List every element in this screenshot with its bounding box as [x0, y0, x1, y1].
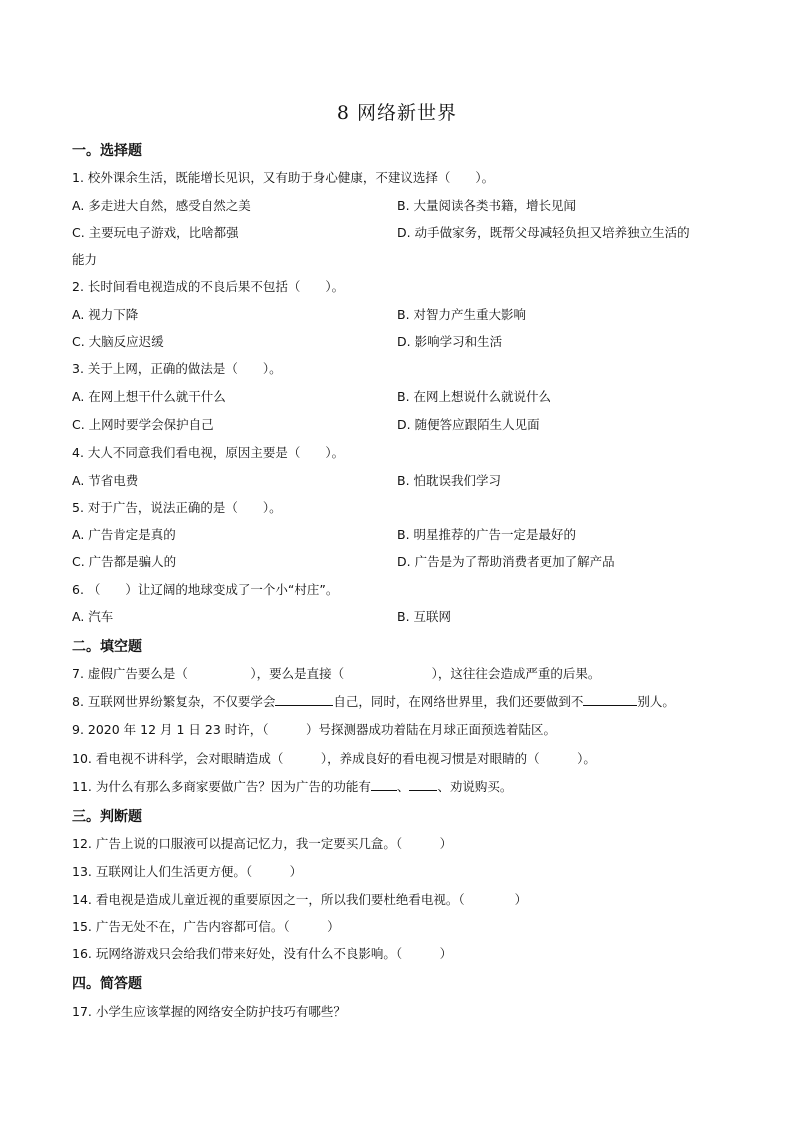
- q11-part-3: 、劝说购买。: [437, 779, 513, 794]
- section-fill-heading: 二。填空题: [72, 639, 142, 655]
- q3-option-d: D. 随便答应跟陌生人见面: [397, 417, 540, 432]
- q11-part-2: 、: [396, 779, 410, 794]
- q1-option-c: C. 主要玩电子游戏，比啥都强: [72, 225, 239, 240]
- section-choice-heading: 一。选择题: [72, 143, 142, 159]
- q1-option-d: D. 动手做家务，既帮父母减轻负担又培养独立生活的: [397, 225, 690, 240]
- q3-option-c: C. 上网时要学会保护自己: [72, 417, 214, 432]
- q3-option-b: B. 在网上想说什么就说什么: [397, 389, 552, 404]
- q5-option-c: C. 广告都是骗人的: [72, 554, 177, 569]
- question-16: 16. 玩网络游戏只会给我们带来好处，没有什么不良影响。（ ）: [72, 946, 453, 961]
- question-10: 10. 看电视不讲科学，会对眼睛造成（ ），养成良好的看电视习惯是对眼睛的（ ）。: [72, 751, 596, 766]
- q8-part-1: 8. 互联网世界纷繁复杂，不仅要学会: [72, 694, 276, 709]
- q1-option-a: A. 多走进大自然，感受自然之美: [72, 198, 251, 213]
- question-8: [72, 693, 675, 711]
- q2-option-c: C. 大脑反应迟缓: [72, 334, 164, 349]
- question-5: 5. 对于广告，说法正确的是（ ）。: [72, 500, 282, 515]
- page-title: 8 网络新世界: [336, 102, 458, 124]
- q1-option-b: B. 大量阅读各类书籍，增长见闻: [397, 198, 577, 213]
- q3-option-a: A. 在网上想干什么就干什么: [72, 389, 226, 404]
- q2-option-d: D. 影响学习和生活: [397, 334, 503, 349]
- q5-option-d: D. 广告是为了帮助消费者更加了解产品: [397, 554, 615, 569]
- q11-blank-2[interactable]: [409, 778, 437, 791]
- section-short-answer-heading: 四。简答题: [72, 976, 142, 992]
- q6-option-b: B. 互联网: [397, 609, 452, 624]
- section-judge-heading: 三。判断题: [72, 809, 142, 825]
- question-12: 12. 广告上说的口服液可以提高记忆力，我一定要买几盒。（ ）: [72, 836, 453, 851]
- q2-option-a: A. 视力下降: [72, 307, 139, 322]
- q6-option-a: A. 汽车: [72, 609, 114, 624]
- q8-part-3: 别人。: [637, 694, 675, 709]
- question-15: 15. 广告无处不在，广告内容都可信。（ ）: [72, 919, 340, 934]
- question-1: 1. 校外课余生活，既能增长见识，又有助于身心健康，不建议选择（ ）。: [72, 170, 495, 185]
- question-11: [72, 778, 512, 796]
- q5-option-a: A. 广告肯定是真的: [72, 527, 176, 542]
- question-3: 3. 关于上网，正确的做法是（ ）。: [72, 361, 282, 376]
- q2-option-b: B. 对智力产生重大影响: [397, 307, 527, 322]
- q5-option-b: B. 明星推荐的广告一定是最好的: [397, 527, 577, 542]
- q4-option-a: A. 节省电费: [72, 473, 139, 488]
- q1-option-d-continued: 能力: [72, 252, 98, 267]
- question-2: 2. 长时间看电视造成的不良后果不包括（ ）。: [72, 279, 345, 294]
- q11-part-1: 11. 为什么有那么多商家要做广告？因为广告的功能有: [72, 779, 371, 794]
- question-4: 4. 大人不同意我们看电视，原因主要是（ ）。: [72, 445, 345, 460]
- question-6: 6. （ ）让辽阔的地球变成了一个小“村庄”。: [72, 582, 339, 597]
- q8-blank-2[interactable]: [583, 693, 637, 706]
- q8-blank-1[interactable]: [275, 693, 333, 706]
- question-7: 7. 虚假广告要么是（ ），要么是直接（ ），这往往会造成严重的后果。: [72, 666, 601, 681]
- question-13: 13. 互联网让人们生活更方便。（ ）: [72, 864, 303, 879]
- q8-part-2: 自己，同时，在网络世界里，我们还要做到不: [333, 694, 584, 709]
- q11-blank-1[interactable]: [371, 778, 397, 791]
- question-17: 17. 小学生应该掌握的网络安全防护技巧有哪些？: [72, 1004, 346, 1019]
- question-9: 9. 2020 年 12 月 1 日 23 时许，（ ）号探测器成功着陆在月球正面预选着陆区。: [72, 722, 557, 737]
- question-14: 14. 看电视是造成儿童近视的重要原因之一，所以我们要杜绝看电视。（ ）: [72, 892, 528, 907]
- q4-option-b: B. 怕耽误我们学习: [397, 473, 502, 488]
